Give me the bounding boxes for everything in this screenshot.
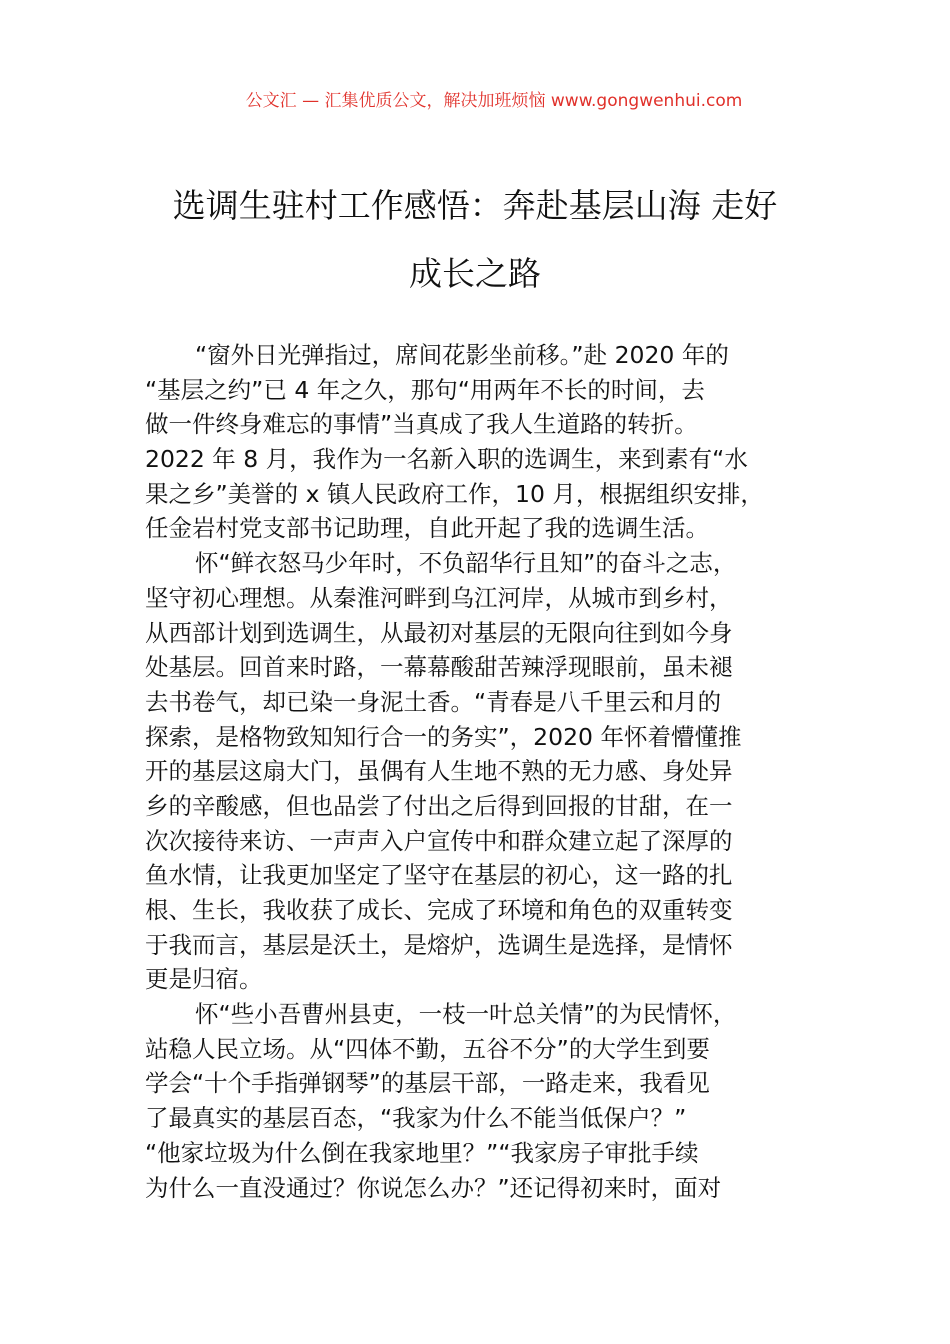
paragraph-line: “他家垃圾为什么倒在我家地里？”“我家房子审批手续	[145, 1138, 699, 1167]
paragraph-line: 学会“十个手指弹钢琴”的基层干部，一路走来，我看见	[145, 1069, 710, 1098]
paragraph-line: 于我而言，基层是沃土，是熔炉，选调生是选择，是情怀	[145, 930, 733, 959]
paragraph-line: 次次接待来访、一声声入户宣传中和群众建立起了深厚的	[145, 826, 733, 855]
paragraph-line: 坚守初心理想。从秦淮河畔到乌江河岸，从城市到乡村，	[145, 583, 733, 612]
paragraph-line: 更是归宿。	[145, 965, 263, 994]
site-banner: 公文汇 — 汇集优质公文，解决加班烦恼 www.gongwenhui.com	[245, 91, 743, 111]
paragraph-line: 任金岩村党支部书记助理，自此开起了我的选调生活。	[145, 514, 709, 543]
paragraph-line: 为什么一直没通过？你说怎么办？”还记得初来时，面对	[145, 1173, 722, 1202]
paragraph	[145, 546, 845, 997]
paragraph-line: “窗外日光弹指过，席间花影坐前移。”赴 2020 年的	[195, 341, 729, 369]
paragraph-line: 去书卷气，却已染一身泥土香。“青春是八千里云和月的	[145, 687, 722, 716]
document-body	[145, 338, 845, 1205]
paragraph-line: 探索，是格物致知知行合一的务实”，2020 年怀着懵懂推	[145, 722, 742, 751]
paragraph-line: 开的基层这扇大门，虽偶有人生地不熟的无力感、身处异	[145, 757, 733, 786]
paragraph-line: 做一件终身难忘的事情”当真成了我人生道路的转折。	[145, 410, 698, 439]
paragraph-line: 怀“些小吾曹州县吏，一枝一叶总关情”的为民情怀，	[195, 1000, 737, 1029]
paragraph	[145, 997, 845, 1205]
document-title-line-2: 成长之路	[409, 254, 541, 293]
paragraph-line: 处基层。回首来时路，一幕幕酸甜苦辣浮现眼前，虽未褪	[145, 653, 733, 682]
paragraph-line: 乡的辛酸感，但也品尝了付出之后得到回报的甘甜，在一	[145, 791, 733, 820]
paragraph-line: “基层之约”已 4 年之久，那句“用两年不长的时间，去	[145, 375, 705, 404]
paragraph-line: 鱼水情，让我更加坚定了坚守在基层的初心，这一路的扎	[145, 861, 733, 890]
paragraph-line: 2022 年 8 月，我作为一名新入职的选调生，来到素有“水	[145, 445, 748, 474]
paragraph-line: 站稳人民立场。从“四体不勤，五谷不分”的大学生到要	[145, 1034, 710, 1063]
paragraph-line: 果之乡”美誉的 x 镇人民政府工作，10 月，根据组织安排，	[145, 479, 764, 508]
paragraph-line: 怀“鲜衣怒马少年时，不负韶华行且知”的奋斗之志，	[195, 549, 737, 578]
paragraph-line: 根、生长，我收获了成长、完成了环境和角色的双重转变	[145, 896, 733, 924]
paragraph-line: 从西部计划到选调生，从最初对基层的无限向往到如今身	[145, 618, 733, 647]
paragraph-line: 了最真实的基层百态，“我家为什么不能当低保户？”	[145, 1104, 687, 1133]
paragraph	[145, 338, 845, 546]
document-title-line-1: 选调生驻村工作感悟：奔赴基层山海 走好	[172, 186, 778, 225]
